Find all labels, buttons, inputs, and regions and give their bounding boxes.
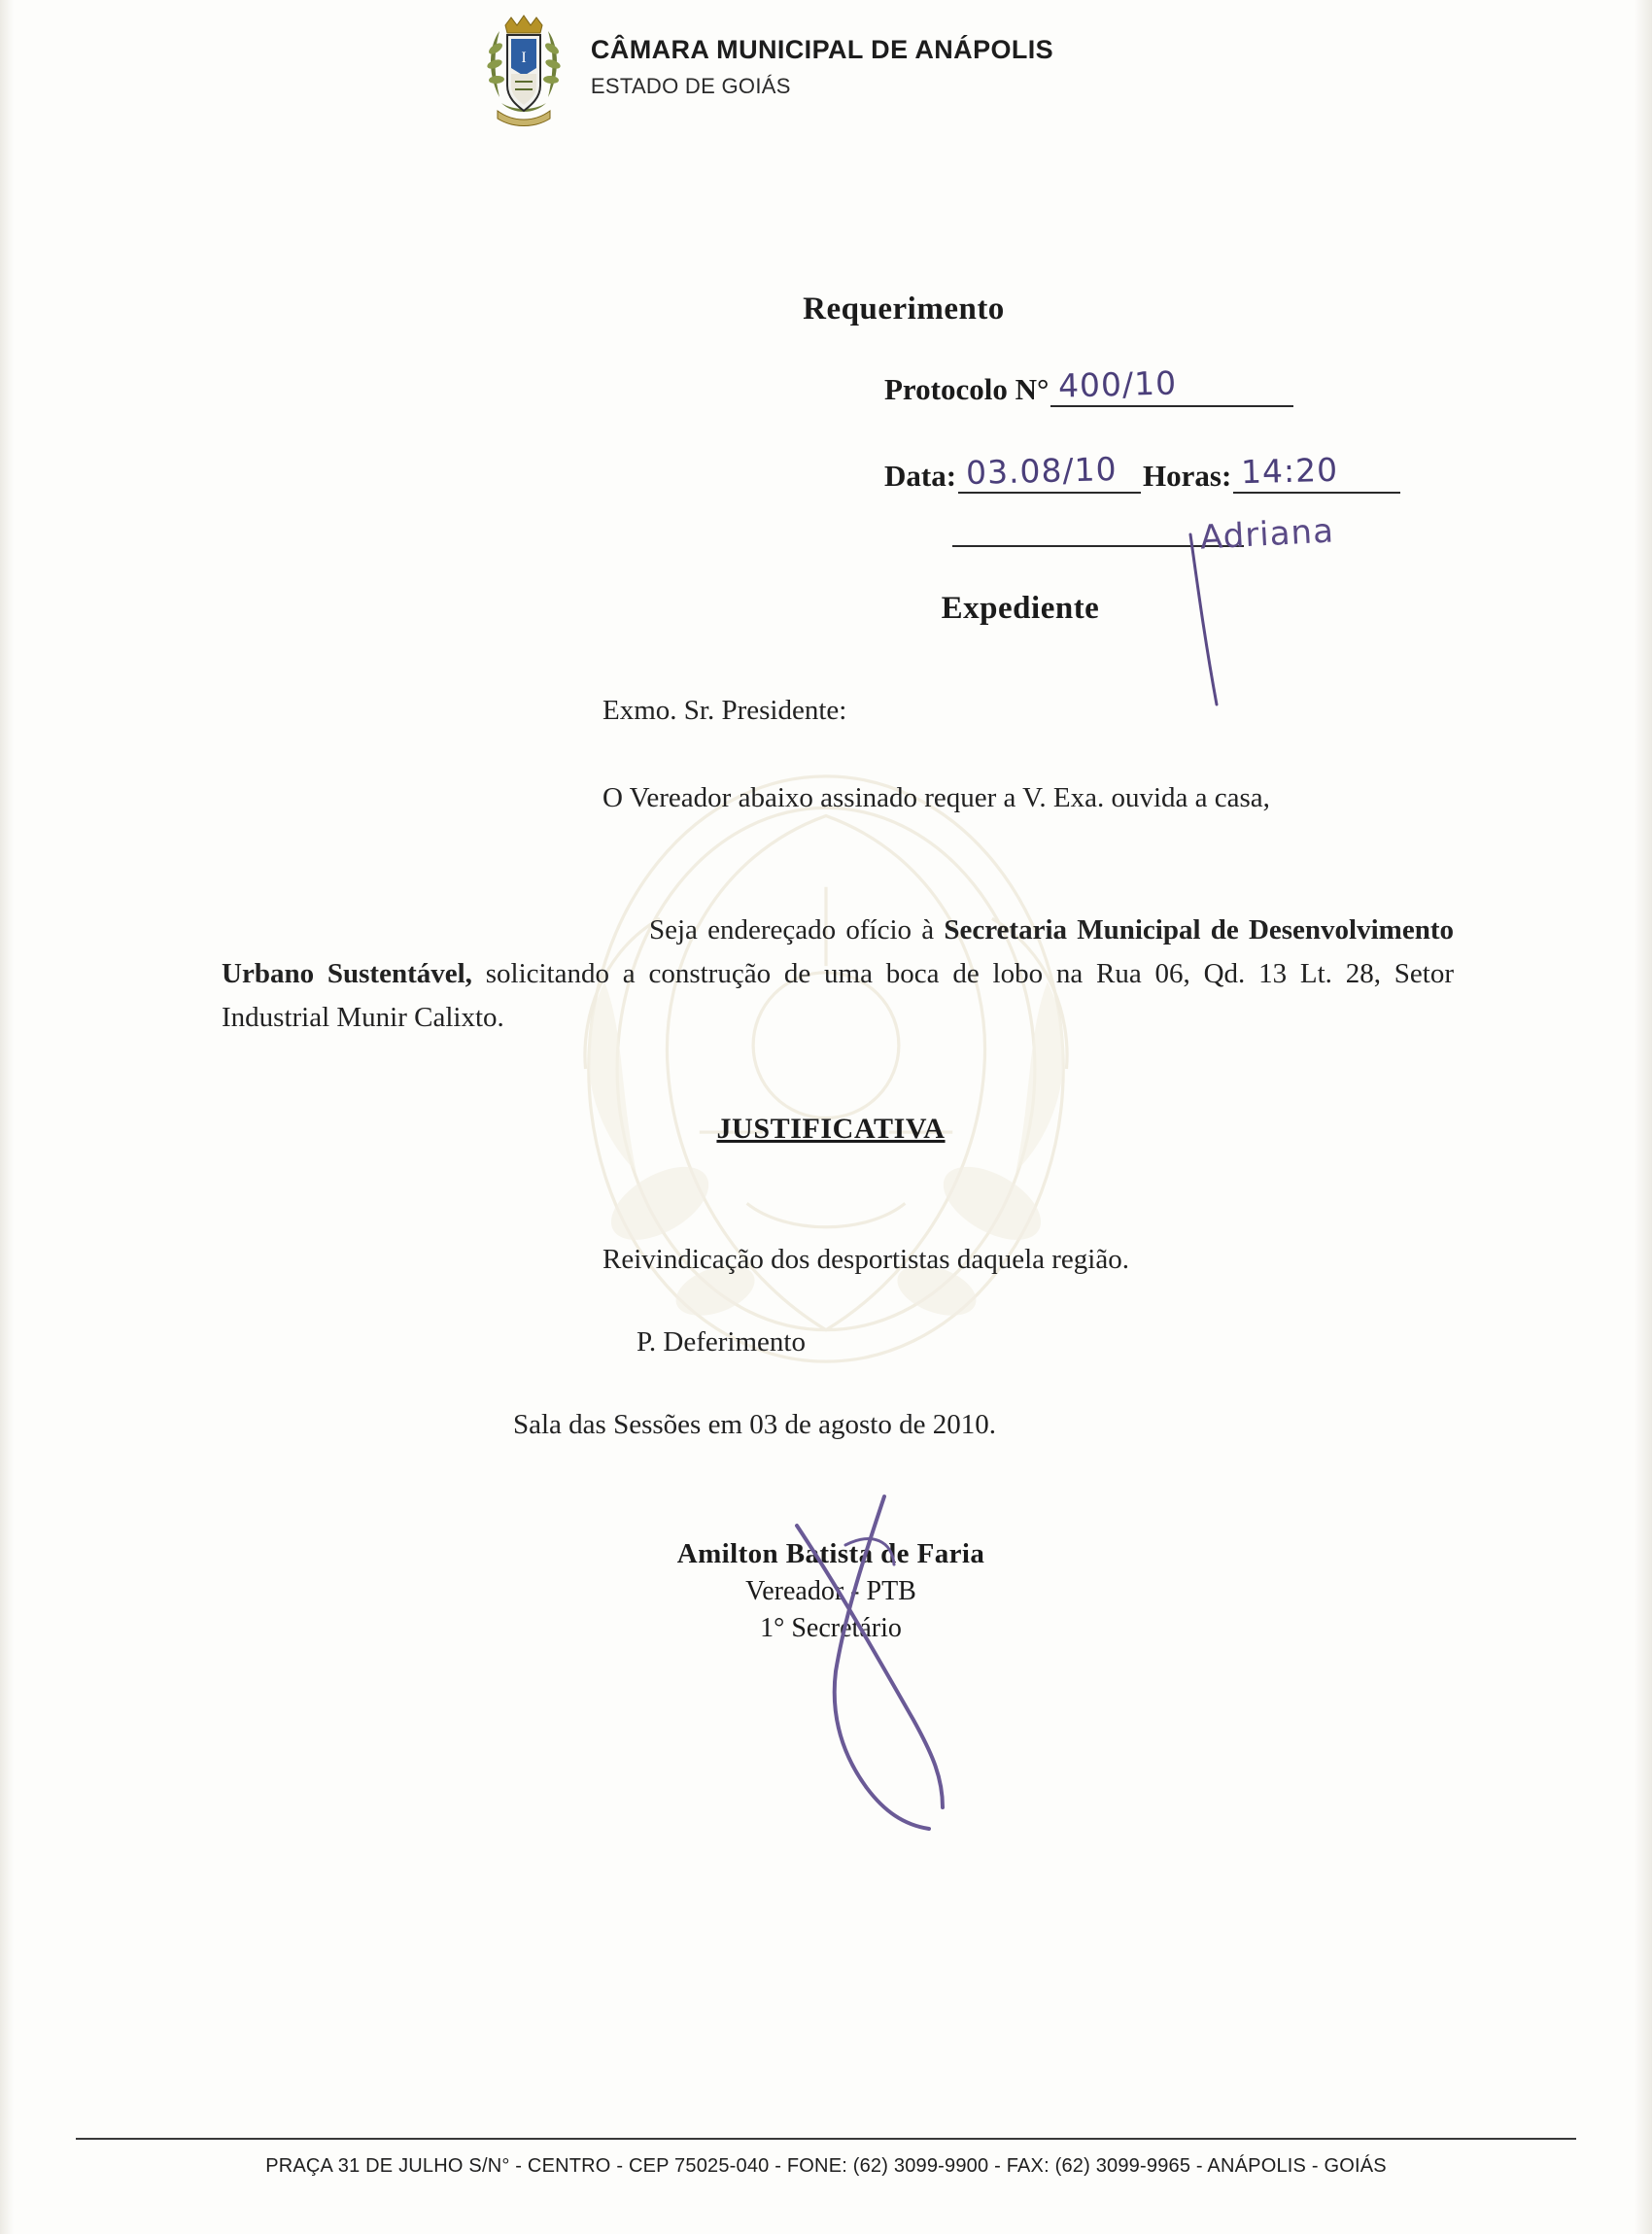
footer-address: PRAÇA 31 DE JULHO S/N° - CENTRO - CEP 75025-040 - FONE: (62) 3099-9900 - FAX: (62) 3099-9965 - ANÁPOLIS - GOIÁS: [265, 2155, 1387, 2177]
protocolo-handwritten-value: 400/10: [1057, 363, 1178, 405]
footer-divider: [76, 2138, 1576, 2140]
justificativa-heading: JUSTIFICATIVA: [716, 1113, 946, 1145]
request-paragraph: [222, 909, 1454, 1040]
greeting-text: Exmo. Sr. Presidente:: [602, 695, 847, 726]
document-title-block: [803, 292, 1005, 327]
request-prefix: Seja endereçado ofício à: [649, 914, 945, 945]
justificativa-text: Reivindicação dos desportistas daquela região.: [602, 1244, 1129, 1275]
expediente-heading: Expediente: [941, 591, 1100, 626]
data-horas-field-row: [884, 449, 1402, 494]
data-handwritten-value: 03.08/10: [965, 449, 1119, 493]
data-label: Data:: [884, 459, 957, 493]
signer-role: Vereador - PTB: [745, 1576, 916, 1607]
request-bold: Secretaria Municipal de Desenvolvimento Urbano Sustentável,: [222, 914, 1454, 989]
request-suffix: solicitando a construção de uma boca de lobo na Rua 06, Qd. 13 Lt. 28, Setor Industrial Munir Calixto.: [222, 957, 1455, 1033]
horas-value-field[interactable]: [1233, 450, 1400, 494]
data-value-field[interactable]: [958, 449, 1141, 494]
signer-name: Amilton Batista de Faria: [676, 1538, 985, 1569]
organization-state: ESTADO DE GOIÁS: [590, 74, 791, 98]
protocolo-field-row: [884, 363, 1295, 407]
svg-text:I: I: [521, 50, 527, 66]
intro-paragraph: O Vereador abaixo assinado requer a V. Exa. ouvida a casa,: [602, 782, 1270, 813]
protocolo-value-field[interactable]: [1050, 363, 1293, 407]
receipt-handwritten-signature: Adriana: [1199, 511, 1335, 558]
organization-name: CÂMARA MUNICIPAL DE ANÁPOLIS: [590, 35, 1054, 64]
signer-block: [677, 1535, 985, 1647]
deferimento-text: P. Deferimento: [637, 1326, 806, 1358]
page-title: Requerimento: [803, 292, 1005, 327]
signer-role-secondary: 1° Secretário: [760, 1612, 902, 1643]
horas-handwritten-value: 14:20: [1240, 450, 1339, 492]
sala-das-sessoes-text: Sala das Sessões em 03 de agosto de 2010.: [513, 1409, 996, 1440]
protocolo-label: Protocolo N°: [884, 372, 1050, 406]
horas-label: Horas:: [1143, 459, 1232, 493]
